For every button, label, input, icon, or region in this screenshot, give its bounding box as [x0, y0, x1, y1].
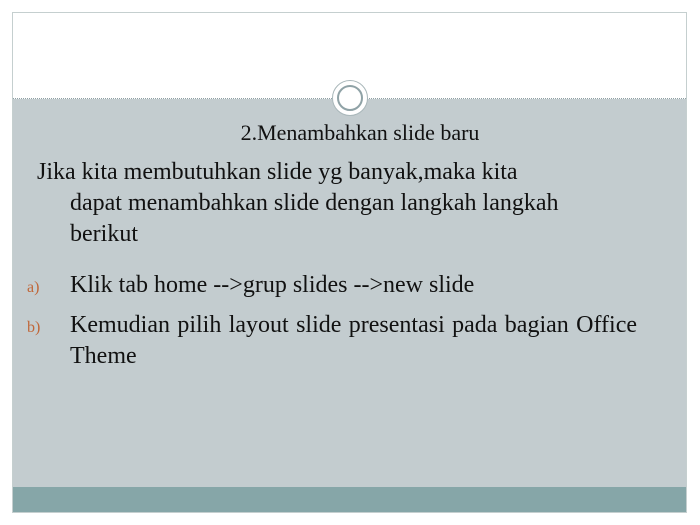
intro-paragraph [37, 157, 637, 250]
slide [12, 12, 687, 513]
list-item-text: Kemudian pilih layout slide presentasi pada bagian Office Theme [70, 312, 637, 369]
list-item [27, 310, 637, 372]
list-marker: a) [27, 279, 40, 296]
slide-heading: 2.Menambahkan slide baru [240, 120, 480, 145]
circle-ornament-icon [332, 80, 368, 116]
list-marker: b) [27, 319, 41, 336]
intro-line-2: dapat menambahkan slide dengan langkah langkah [70, 190, 559, 216]
list-item-text: Klik tab home -->grup slides -->new slide [70, 272, 475, 298]
intro-line-1: Jika kita membutuhkan slide yg banyak,maka kita [37, 159, 518, 185]
list-item [27, 270, 637, 301]
intro-line-3: berikut [70, 221, 138, 247]
slide-footer-band [13, 487, 686, 512]
steps-list [27, 270, 637, 381]
